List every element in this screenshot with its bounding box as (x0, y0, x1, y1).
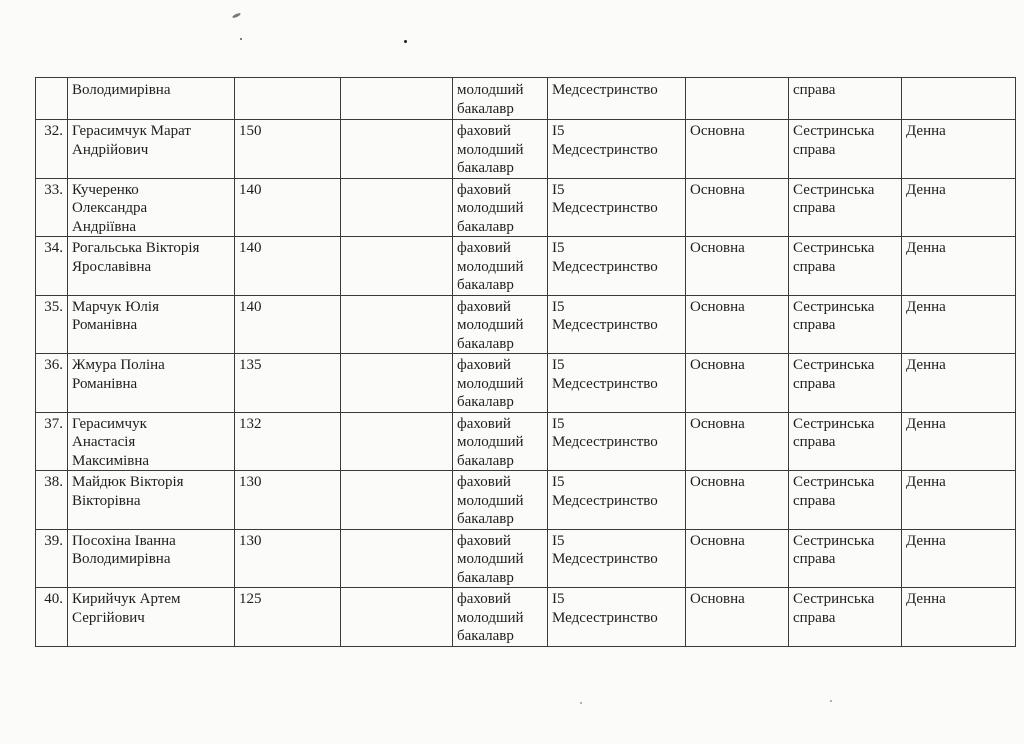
study-form-cell (902, 588, 1016, 647)
cell-text-line: бакалавр (457, 160, 514, 176)
cell-text-line: бакалавр (457, 335, 514, 352)
cell-text-line: Максимівна (72, 452, 150, 469)
row-number-cell (36, 412, 68, 471)
cell-text: 130 (239, 532, 262, 549)
name-cell (68, 529, 235, 588)
name-cell (68, 295, 235, 354)
cell-text: 39. (44, 532, 63, 549)
cell-text-line: Олександра (72, 200, 148, 216)
program-cell (789, 295, 902, 354)
scan-speck (830, 700, 832, 702)
program-cell (789, 78, 902, 120)
row-number-cell (36, 529, 68, 588)
specialty-cell (548, 354, 686, 413)
score-cell (235, 354, 341, 413)
cell-text-line: Сестринська (793, 532, 875, 549)
cell-text-line: Ярославівна (72, 258, 152, 275)
specialty-cell (548, 78, 686, 120)
cell-text: Денна (906, 474, 946, 490)
cell-text: 36. (44, 357, 63, 373)
empty-cell (341, 529, 453, 588)
education-level-cell (453, 295, 548, 354)
cell-text-line: I5 (552, 123, 565, 139)
table-row (36, 120, 1016, 179)
cell-text: 125 (239, 591, 262, 607)
cell-text-line: Кучеренко (72, 181, 139, 198)
basis-cell (686, 295, 789, 354)
score-cell (235, 588, 341, 647)
cell-text: 38. (44, 474, 63, 490)
name-cell (68, 471, 235, 530)
program-cell (789, 529, 902, 588)
table-row (36, 529, 1016, 588)
study-form-cell (902, 471, 1016, 530)
cell-text: Денна (906, 532, 946, 549)
cell-text: 40. (44, 591, 63, 607)
cell-text-line: Сестринська (793, 357, 875, 373)
cell-text-line: Медсестринство (552, 141, 658, 158)
specialty-cell (548, 529, 686, 588)
specialty-cell (548, 237, 686, 296)
program-cell (789, 412, 902, 471)
row-number-cell (36, 178, 68, 237)
row-number-cell (36, 588, 68, 647)
cell-text-line: молодший (457, 317, 524, 333)
study-form-cell (902, 78, 1016, 120)
program-cell (789, 178, 902, 237)
cell-text-line: фаховий (457, 591, 511, 607)
cell-text: 32. (44, 123, 63, 139)
cell-text: 140 (239, 240, 262, 256)
score-cell (235, 178, 341, 237)
cell-text-line: Володимирівна (72, 551, 171, 567)
cell-text: 150 (239, 123, 262, 139)
cell-text-line: молодший (457, 82, 524, 98)
cell-text: Основна (690, 474, 745, 490)
cell-text-line: Марчук Юлія (72, 298, 159, 315)
cell-text-line: Медсестринство (552, 200, 658, 216)
basis-cell (686, 178, 789, 237)
score-cell (235, 295, 341, 354)
program-cell (789, 237, 902, 296)
study-form-cell (902, 529, 1016, 588)
basis-cell (686, 237, 789, 296)
cell-text-line: Медсестринство (552, 551, 658, 567)
education-level-cell (453, 529, 548, 588)
cell-text-line: фаховий (457, 181, 511, 198)
cell-text-line: молодший (457, 492, 524, 509)
study-form-cell (902, 178, 1016, 237)
empty-cell (341, 78, 453, 120)
education-level-cell (453, 237, 548, 296)
row-number-cell (36, 78, 68, 120)
cell-text-line: Романівна (72, 375, 138, 392)
cell-text: Основна (690, 123, 745, 139)
empty-cell (341, 471, 453, 530)
cell-text-line: I5 (552, 591, 565, 607)
cell-text: 140 (239, 298, 262, 315)
table-row (36, 588, 1016, 647)
row-number-cell (36, 471, 68, 530)
cell-text-line: Сестринська (793, 123, 875, 139)
study-form-cell (902, 354, 1016, 413)
empty-cell (341, 354, 453, 413)
cell-text-line: Сестринська (793, 298, 875, 315)
study-form-cell (902, 412, 1016, 471)
empty-cell (341, 412, 453, 471)
table-row (36, 178, 1016, 237)
cell-text-line: I5 (552, 532, 565, 549)
cell-text-line: фаховий (457, 240, 511, 256)
education-level-cell (453, 178, 548, 237)
cell-text-line: справа (793, 551, 836, 567)
cell-text-line: Сестринська (793, 591, 875, 607)
basis-cell (686, 120, 789, 179)
cell-text: 135 (239, 357, 262, 373)
row-number-cell (36, 295, 68, 354)
specialty-cell (548, 295, 686, 354)
scan-speck (240, 38, 242, 40)
cell-text: 130 (239, 474, 262, 490)
cell-text: Основна (690, 240, 745, 256)
education-level-cell (453, 471, 548, 530)
cell-text-line: бакалавр (457, 452, 514, 469)
enrollment-table (35, 77, 1016, 647)
cell-text-line: Герасимчук (72, 415, 147, 432)
cell-text-line: Герасимчук Марат (72, 123, 191, 139)
cell-text: Денна (906, 357, 946, 373)
cell-text-line: Сергійович (72, 609, 145, 626)
score-cell (235, 529, 341, 588)
specialty-cell (548, 412, 686, 471)
cell-text-line: Сестринська (793, 415, 875, 432)
cell-text-line: бакалавр (457, 511, 514, 527)
basis-cell (686, 529, 789, 588)
cell-text: Основна (690, 181, 745, 198)
cell-text-line: Сестринська (793, 240, 875, 256)
cell-text: Денна (906, 123, 946, 139)
cell-text-line: справа (793, 609, 836, 626)
cell-text: Денна (906, 240, 946, 256)
cell-text-line: I5 (552, 474, 565, 490)
row-number-cell (36, 354, 68, 413)
program-cell (789, 471, 902, 530)
program-cell (789, 120, 902, 179)
cell-text: 132 (239, 415, 262, 432)
study-form-cell (902, 120, 1016, 179)
scan-speck (232, 12, 241, 19)
empty-cell (341, 237, 453, 296)
cell-text: Денна (906, 181, 946, 198)
score-cell (235, 78, 341, 120)
specialty-cell (548, 471, 686, 530)
name-cell (68, 412, 235, 471)
program-cell (789, 588, 902, 647)
cell-text-line: справа (793, 258, 836, 275)
table-row (36, 237, 1016, 296)
cell-text-line: Рогальська Вікторія (72, 240, 200, 256)
education-level-cell (453, 588, 548, 647)
cell-text-line: бакалавр (457, 277, 514, 293)
cell-text-line: Медсестринство (552, 434, 658, 450)
cell-text-line: Медсестринство (552, 609, 658, 626)
table-row (36, 471, 1016, 530)
education-level-cell (453, 78, 548, 120)
cell-text-line: Романівна (72, 317, 138, 333)
name-cell (68, 354, 235, 413)
study-form-cell (902, 237, 1016, 296)
cell-text-line: Медсестринство (552, 375, 658, 392)
cell-text-line: бакалавр (457, 218, 514, 235)
score-cell (235, 237, 341, 296)
cell-text-line: Володимирівна (72, 82, 171, 98)
cell-text-line: справа (793, 434, 836, 450)
cell-text: 140 (239, 181, 262, 198)
name-cell (68, 237, 235, 296)
cell-text-line: Сестринська (793, 181, 875, 198)
specialty-cell (548, 178, 686, 237)
cell-text: Основна (690, 298, 745, 315)
cell-text-line: Сестринська (793, 474, 875, 490)
cell-text: 34. (44, 240, 63, 256)
cell-text-line: бакалавр (457, 569, 514, 586)
education-level-cell (453, 120, 548, 179)
specialty-cell (548, 588, 686, 647)
cell-text-line: справа (793, 82, 836, 98)
cell-text: Основна (690, 357, 745, 373)
cell-text-line: фаховий (457, 532, 511, 549)
name-cell (68, 120, 235, 179)
name-cell (68, 588, 235, 647)
name-cell (68, 78, 235, 120)
cell-text-line: молодший (457, 258, 524, 275)
cell-text-line: фаховий (457, 357, 511, 373)
cell-text: Денна (906, 415, 946, 432)
cell-text-line: молодший (457, 200, 524, 216)
cell-text-line: Медсестринство (552, 492, 658, 509)
empty-cell (341, 295, 453, 354)
basis-cell (686, 471, 789, 530)
cell-text-line: Посохіна Іванна (72, 532, 176, 549)
study-form-cell (902, 295, 1016, 354)
table-row (36, 354, 1016, 413)
cell-text-line: I5 (552, 240, 565, 256)
cell-text-line: справа (793, 375, 836, 392)
cell-text-line: I5 (552, 181, 565, 198)
cell-text: 37. (44, 415, 63, 432)
row-number-cell (36, 120, 68, 179)
cell-text-line: Вікторівна (72, 492, 141, 509)
specialty-cell (548, 120, 686, 179)
cell-text-line: молодший (457, 375, 524, 392)
cell-text-line: Медсестринство (552, 82, 658, 98)
scan-speck (404, 40, 407, 43)
table-row (36, 412, 1016, 471)
basis-cell (686, 588, 789, 647)
basis-cell (686, 412, 789, 471)
cell-text-line: бакалавр (457, 394, 514, 410)
cell-text: 35. (44, 298, 63, 315)
education-level-cell (453, 354, 548, 413)
score-cell (235, 412, 341, 471)
empty-cell (341, 588, 453, 647)
cell-text-line: I5 (552, 357, 565, 373)
cell-text-line: Андріївна (72, 218, 137, 235)
score-cell (235, 471, 341, 530)
cell-text-line: Медсестринство (552, 258, 658, 275)
cell-text: Основна (690, 415, 745, 432)
education-level-cell (453, 412, 548, 471)
cell-text-line: Жмура Поліна (72, 357, 165, 373)
basis-cell (686, 78, 789, 120)
basis-cell (686, 354, 789, 413)
cell-text-line: Андрійович (72, 141, 149, 158)
cell-text-line: молодший (457, 551, 524, 567)
empty-cell (341, 120, 453, 179)
cell-text-line: Анастасія (72, 434, 136, 450)
table-row (36, 295, 1016, 354)
table-row (36, 78, 1016, 120)
cell-text-line: фаховий (457, 123, 511, 139)
cell-text: Денна (906, 298, 946, 315)
cell-text-line: фаховий (457, 474, 511, 490)
cell-text-line: справа (793, 492, 836, 509)
cell-text-line: молодший (457, 434, 524, 450)
cell-text-line: фаховий (457, 415, 511, 432)
cell-text-line: справа (793, 200, 836, 216)
cell-text-line: Майдюк Вікторія (72, 474, 184, 490)
scan-speck (580, 702, 582, 704)
program-cell (789, 354, 902, 413)
empty-cell (341, 178, 453, 237)
cell-text: Основна (690, 532, 745, 549)
cell-text-line: молодший (457, 609, 524, 626)
cell-text-line: бакалавр (457, 628, 514, 644)
cell-text-line: Кирийчук Артем (72, 591, 181, 607)
cell-text-line: фаховий (457, 298, 511, 315)
table-body (36, 78, 1016, 647)
cell-text-line: I5 (552, 298, 565, 315)
cell-text: Основна (690, 591, 745, 607)
cell-text-line: бакалавр (457, 100, 514, 117)
cell-text-line: I5 (552, 415, 565, 432)
cell-text-line: справа (793, 141, 836, 158)
name-cell (68, 178, 235, 237)
cell-text-line: справа (793, 317, 836, 333)
cell-text-line: молодший (457, 141, 524, 158)
cell-text-line: Медсестринство (552, 317, 658, 333)
row-number-cell (36, 237, 68, 296)
cell-text: 33. (44, 181, 63, 198)
cell-text: Денна (906, 591, 946, 607)
score-cell (235, 120, 341, 179)
